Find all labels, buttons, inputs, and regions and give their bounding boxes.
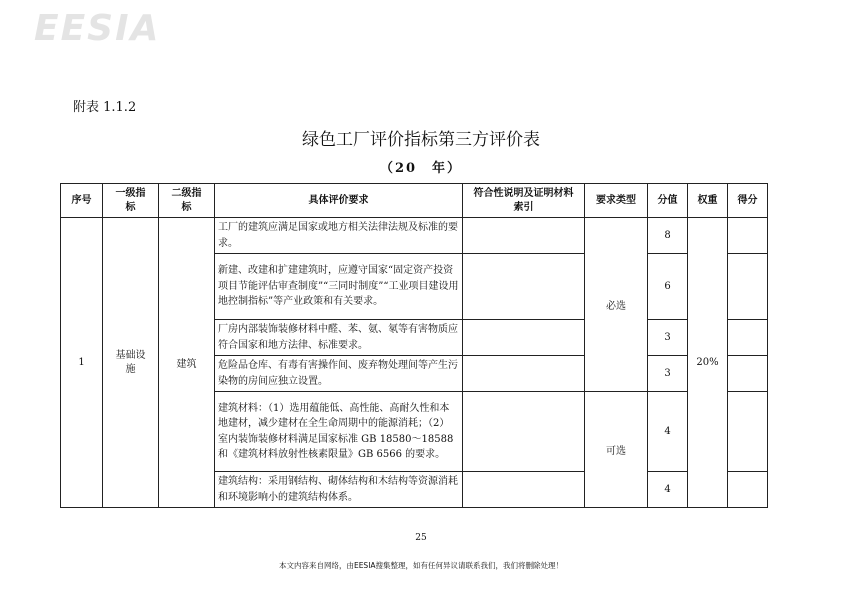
seq-cell: 1	[61, 218, 103, 508]
points-cell[interactable]	[728, 472, 768, 508]
header-type: 要求类型	[585, 184, 648, 218]
points-cell[interactable]	[728, 254, 768, 320]
table-row	[61, 218, 768, 254]
header-weight: 权重	[688, 184, 728, 218]
evidence-cell[interactable]	[463, 218, 585, 254]
level2-cell: 建筑	[159, 218, 215, 508]
score-cell: 3	[648, 320, 688, 356]
level1-cell: 基础设施	[103, 218, 159, 508]
requirement-cell: 建筑材料：（1）选用蕴能低、高性能、高耐久性和本地建材，减少建材在全生命周期中的能源消耗；（2）室内装饰装修材料满足国家标准 GB 18580～18588 和《建筑材料放射性核素限量》GB 6566 的要求。	[215, 392, 463, 472]
type-cell-optional: 可选	[585, 392, 648, 508]
evaluation-table	[60, 183, 768, 508]
score-cell: 3	[648, 356, 688, 392]
points-cell[interactable]	[728, 392, 768, 472]
points-cell[interactable]	[728, 320, 768, 356]
header-seq: 序号	[61, 184, 103, 218]
eesia-logo: EESIA	[34, 8, 161, 49]
header-level1: 一级指标	[103, 184, 159, 218]
points-cell[interactable]	[728, 218, 768, 254]
points-cell[interactable]	[728, 356, 768, 392]
header-row	[61, 184, 768, 218]
header-score: 分值	[648, 184, 688, 218]
header-requirement: 具体评价要求	[215, 184, 463, 218]
requirement-cell: 工厂的建筑应满足国家或地方相关法律法规及标准的要求。	[215, 218, 463, 254]
page-number: 25	[415, 533, 427, 543]
header-points: 得分	[728, 184, 768, 218]
type-cell-required: 必选	[585, 218, 648, 392]
evidence-cell[interactable]	[463, 320, 585, 356]
evidence-cell[interactable]	[463, 356, 585, 392]
header-evidence: 符合性说明及证明材料索引	[463, 184, 585, 218]
requirement-cell: 危险品仓库、有毒有害操作间、废弃物处理间等产生污染物的房间应独立设置。	[215, 356, 463, 392]
header-level2: 二级指标	[159, 184, 215, 218]
evidence-cell[interactable]	[463, 254, 585, 320]
score-cell: 4	[648, 392, 688, 472]
footer-note: 本文内容来自网络，由EESIA搜集整理，如有任何异议请联系我们，我们将删除处理！	[278, 561, 564, 570]
score-cell: 4	[648, 472, 688, 508]
score-cell: 8	[648, 218, 688, 254]
weight-cell: 20%	[688, 218, 728, 508]
requirement-cell: 新建、改建和扩建建筑时，应遵守国家“固定资产投资项目节能评估审查制度”“三同时制度”“工业项目建设用地控制指标”等产业政策和有关要求。	[215, 254, 463, 320]
requirement-cell: 厂房内部装饰装修材料中醛、苯、氨、氡等有害物质应符合国家和地方法律、标准要求。	[215, 320, 463, 356]
score-cell: 6	[648, 254, 688, 320]
evidence-cell[interactable]	[463, 472, 585, 508]
annex-label: 附表 1.1.2	[73, 100, 137, 115]
year-label: （20 年）	[379, 161, 463, 176]
requirement-cell: 建筑结构：采用钢结构、砌体结构和木结构等资源消耗和环境影响小的建筑结构体系。	[215, 472, 463, 508]
page-title: 绿色工厂评价指标第三方评价表	[302, 130, 540, 150]
evidence-cell[interactable]	[463, 392, 585, 472]
